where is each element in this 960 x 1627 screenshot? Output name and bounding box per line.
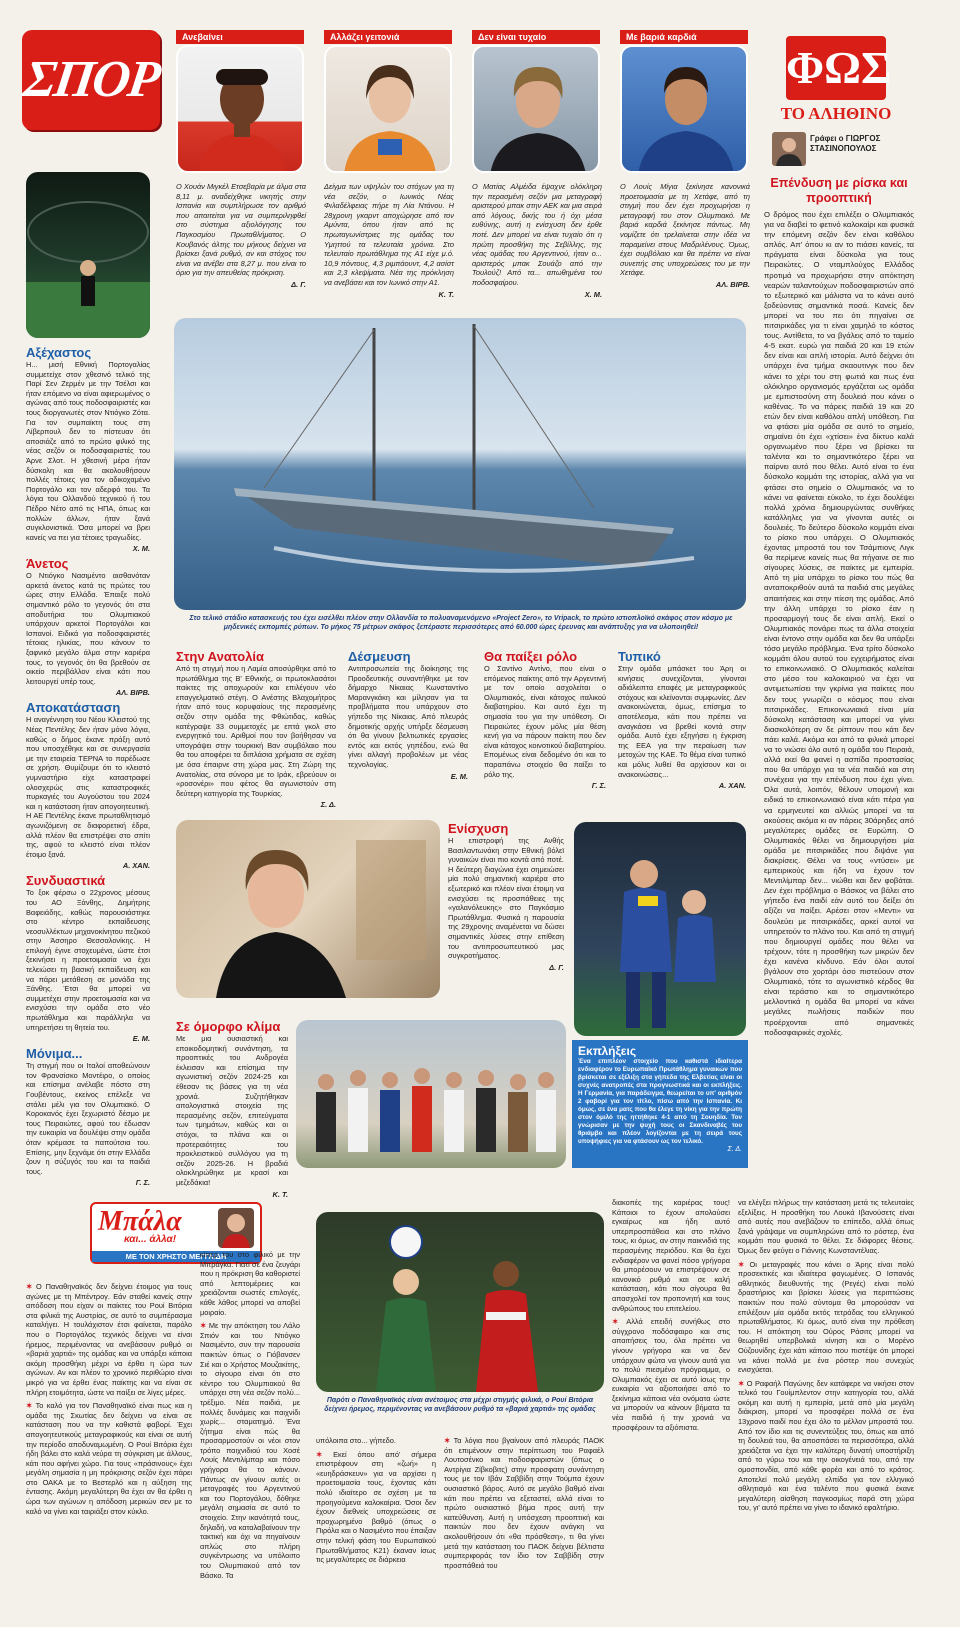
mpala-paragraph: Τα λόγια που βγαίνουν από πλευράς ΠΑΟΚ ότι επιμένουν στην περίπτωση του Ραφαέλ Λουτοσένκο και ποδοσφαιριστών (όπως ο Αντρίγια Ζίβκοβιτς) στην προσφατη συνάντηση τους με τον Ιβάν Σαββίδη στην Τούμπα έχουν ουσιαστικό βάρος. Αυτό σε μεγάλο βαθμό είναι κάτι που πρέπει να εξεταστεί, αλλά είναι το πρώτο ουσιαστικό βήμα προς αυτή την κατεύθυνση. Αυτή η υπόσχεση προοπτική και παικτών που δεν έχουν ανάγκη να ακολουθήσουν ότι «θα πρόσθεση», τι θα γίνει μετά την κατάσταση του ΠΑΟΚ δείχνει βέλτιστα συμπεριφοράς τον ίδιο τον Σαββίδη στην προσπάθειά του (444, 1436, 605, 1570)
klima-text: Με μια ουσιαστική και εποικοδομητική συνάντηση, τα προοπτικές του Ανδρογέα έκλεισαν και επίσημα την αγωνιστική σεζόν 2024-25 και έθεσαν τις βάσεις για τη νέα χρονιά. Συζητήθηκαν απολογιστικά στοιχεία της περασμένης σεζόν, επιτεύγματα των τμημάτων, καθώς και οι στόχοι, τα πλάνα και οι προτεραιότητες του προκλειστικού συλλόγου για τη σεζόν 2025-26. Η βραδιά ολοκληρώθηκε με κρασί και μεζεδάκια! (176, 1034, 288, 1187)
left-heading-2: Άνετος (26, 556, 69, 572)
left-sig-2: ΑΛ. ΒΙΡΒ. (115, 688, 150, 698)
article-signature: ΑΛ. ΒΙΡΒ. (715, 279, 750, 289)
mpala-logo-byline: ΜΕ ΤΟΝ ΧΡΗΣΤΟ ΜΕΓΓΛΙΔΗ (92, 1251, 260, 1262)
mpala-logo-main: Μπάλα (98, 1206, 182, 1237)
mpala-text (26, 1282, 192, 1397)
article-signature: Χ. Μ. (584, 289, 602, 299)
mpala-col-3a (316, 1436, 436, 1565)
mid-heading: Θα παίξει ρόλο (484, 649, 578, 664)
mpala-text (612, 1317, 730, 1432)
mpala-col-1 (26, 1282, 192, 1516)
top-article-4 (620, 182, 750, 290)
enisxysi-sig: Δ. Γ. (549, 962, 564, 972)
top-card-3 (468, 30, 604, 178)
mpala-text (26, 1401, 192, 1516)
mid-heading: Τυπικό (618, 649, 661, 664)
mid-article-3 (484, 650, 606, 790)
enisxysi-text: Η επιστροφή της Ανθής Βασιλαντωνάκη στην Εθνική βόλεϊ γυναικών είναι πιο κοντά από ποτέ. Η δεύτερη διαγώνια έχει σημειώσει μία πολύ σημαντική καριέρα στο εξωτερικό και πλέον είναι έτοιμη να ενισχύσει τις προσπάθειες της «γαλανόλευκης» στο Παγκόσμιο Πρωτάθλημα. Φυσικά η παρουσία της 29χρονης αναμένεται να δώσει σημαντικές λύσεις στην επίθεση του αντιπροσωπευτικού μας συγκροτήματος. (448, 836, 564, 961)
mpala-text (316, 1450, 436, 1565)
right-text: Ο δρόμος που έχει επιλέξει ο Ολυμπιακός για να διαβεί το φετινό καλοκαίρι και φυσικά την επόμενη σεζόν δεν είναι καθόλου απλός. Απ' όπου κι αν το πιάσει κανείς, τα πράγματα είναι δύσκολα για τους Πειραιώτες. Ο νταμπλούχος Ελλάδος προτιμά να προχωρήσει στην απόκτηση νεαρών ταλαντούχων ποδοσφαιριστών από το εξωτερικό και μάλιστα να το κάνει αυτό ξοδεύοντας σημαντικά ποσά. Κανείς δεν μπορεί να του πει ότι πηγαίνει σε πιτσιρικάδες για τι είναι χαμηλό το κόστος τους. Αντίθετα, το να βγάλεις από το ταμείο 4-5 εκατ. ευρώ για παιδιά 20 και 19 ετών δεν είναι και απλή ιστορία. Αυτό δείχνει ότι υπάρχει ένα τμήμα σκαουτινγκ που δεν κάνει το χέρι του στη φωτιά και πως ένα ολόκληρο οργανισμός εργάζεται ως ομάδα με εμπιστοσύνη στη δουλειά που κάνει ο καθένας. Το να πάρεις παιδιά 19 και 20 ετών δεν είναι καθόλου απλή υπόθεση. Για να φτάσει μία ομάδα σε αυτό το σημείο, σημαίνει ότι έχει «χτίσει» ένα δίκτυο καλά οργανωμένο που ξέρει να βρίσκει τα ταλέντα και το σημαντικότερο ξέρει να παίρνει αυτό που θέλει. Αυτό είναι το ένα δύσκολο κομμάτι της ιστορίας, αλλά για να φτάσει στο σημείο ο Ολυμπιακός να το κάνει να φαίνεται εύκολο, το έχει δουλέψει πολλά χρόνια δημιουργώντας συνθήκες κατάλληλες για να γίνονται αυτές οι δουλειές. Το δεύτερο δύσκολο κομμάτι είναι το ρίσκο που υπάρχει. Ο Ολυμπιακός έχοντας μπροστά του τον Τσάμπιονς Λιγκ θα περίμενε κανείς πως θα πήγαινε σε πιο σίγουρες λύσεις, σε παίκτες με εμπειρία. Από τη μία υπάρχει το ρίσκο του πώς θα ανταποκριθούν αυτά τα παιδιά στις μεγάλες απαιτήσεις και στην πίεση της ομάδας. Από την άλλη υπάρχει το ρίσκο έαν η προσαρμογή τους δε είναι απλή. Εκεί ο Ολυμπιακός πονάρει πως τα άλλα στοιχεία είναι έντονο στην ομάδα και δεν θα υπάρξει τόσο μεγάλο πρόβλημα. Ένα τρίτο δύσκολο κομμάτι όλου αυτού του εγχειρήματος είναι το επικοινωνιακό. Ο Ολυμπιακός καλείται στο μέσο του καλοκαιριού να έχει να αντιμετωπίσει την γκρίνια για παίκτες που δεν τους γνωρίζει ο κόσμος που είναι πιτσιρικάδες. Επικοινωνιακά είναι μία δύσκολη κατάσταση και μπορεί να γίνει διασκολότερη αν δε ρίπτουν που κάτι δεν πάει καλά. Ακόμα και από τα φιλικά μπορεί να το νιώσει όλο αυτό η ομάδα του Πειραιά, αλλά εκεί θα φανεί η ασπίδα προστασίας που θα υπάρχει για τα νέα παιδιά και στη συνέχεια για την επένδυση που έχει γίνει. Όλα αυτά, λοιπόν, θέλουν υπομονή και ειδικά το επικοινωνιακό είναι κάτι πέρα για να ερμηνευτεί και αλλιώς μπορεί να τα ακούσεις ακόμα κι αν πάρεις 30άρηδες από μεγαλύτερες ομάδες σε Ευρώπη. Ο Ολυμπιακός θέλει να δημιουργήσει μία ομάδα με πιτσιρικάδες που διψάνε για διακρίσεις. Θέλει να τους «ντύσει» με εμπειρικούς και ήδη να έχουν τον Μεντιλίμπαρ δεν... νιώθει και δεν φοβάται. Δεν έχει πρόβλημα ο Βάσκος να βάλει στο γήπεδο ένα παιδί εάν αυτό του δείξει ότι αξίζει να παίξει. Αρέσει στον «Μεντι» να δουλεύει με πιτσιρικάδες, αρκεί αυτοί να υπηρετούν το πλάνο του. Και από τη στιγμή που δημιουργεί ομάδες που θέλει να τρέχουν, τότε η προσθήκη των μικρών δεν έχει κανένα κίνδυνο. Εάν όλοι αυτοί βγάλουν στο χορτάρι όσο πιστεύουν στον Ολυμπιακό, τότε το αγωνιστικό κέρδος θα είναι τεράστιο και το σημαντικότερο μελλοντικά η ομάδα θα μπορεί να κάνει μεγάλες πωλήσεις παιδιών που προέρχονται από σημαντικές ποδοσφαιρικές σχολές. (764, 210, 914, 1037)
mid-text: Ο Σαντίνο Αντίνο, που είναι ο επόμενος παίκτης από την Αργεντινή με τον οποίο ασχολείται ο Ολυμπιακός, είναι κάτοχος ιταλικού διαβατηρίου. Και αυτό έχει τη σημασία του για την υπόθεση. Οι Πειραιώτες έχουν μόλις μία θέση κενή για να πάρουν παίκτη που δεν είναι κάτοχος κοινοτικού διαβατηρίου. Επομένως είναι δεδομένο ότι και το παραπάνω στοιχείο θα παίξει το ρόλο της. (484, 664, 606, 779)
klima-article (176, 1020, 288, 1199)
mpala-paragraph: κίπερ του στο φιλικό με την Μπράγκα. Γιατί σε ένα ζευγάρι που η πρόκριση θα καθοριστεί από λεπτομέρειες και χρειάζονται σωστές επιλογές, κάθε λάθος μπορεί να αποβεί μοιραίο. (200, 1250, 300, 1317)
right-column (764, 176, 914, 1196)
mid-sig: Α. ΧΑΝ. (718, 781, 746, 791)
mpala-text (444, 1436, 604, 1570)
klima-sig: Κ. Τ. (272, 1189, 288, 1199)
group-photo (296, 1020, 566, 1168)
enisxysi-heading: Ενίσχυση (448, 821, 509, 836)
article-signature: Κ. Τ. (438, 289, 454, 299)
mpala-logo-sub: και... άλλα! (124, 1234, 177, 1245)
article-signature: Δ. Γ. (291, 279, 306, 289)
star-icon: ✶ (316, 1449, 334, 1459)
mpala-col-3 (612, 1198, 730, 1432)
mid-sig: Ε. Μ. (450, 771, 468, 781)
top-article-3 (472, 182, 602, 299)
left-sig-3: Α. ΧΑΝ. (122, 861, 150, 871)
left-heading-4: Συνδυαστικά (26, 873, 106, 889)
star-icon: ✶ (612, 1317, 627, 1327)
mid-sig: Σ. Δ. (320, 800, 336, 810)
mpala-paragraph: Αλλά επειδή συνήθως στο σύγχρονο ποδόσφαιρο και στις απαιτήσεις του, όλα πρέπει να γίνουν γρήγορα και να δεν υπάρχουν φώτα να γίνουν αυτά για το πολύ πιεσμένο πρόγραμμα, ο Ολυμπιακός έχει σε αυτό ίσως την ευκαιρία να αξιοποιήσει από το ξεκίνημα κάποια νέα ονόματα ώστε να μπορούν να κάνουν βήματα τα νέα παιδιά ή την χρονιά να προσφέρουν τα αξιόπιστα. (612, 1317, 730, 1432)
left-sig-4: Ε. Μ. (132, 1034, 150, 1044)
mpala-paragraph: Εκεί όπου από' σήμερα επιστρέφουν στη «ζωή» η «ευηδράσκευν» για να αρχίσει η προετοιμασία τους, έχοντας κάτι πολύ ιδιαίτερο σε σχέση με τα προηγούμενα καλοκαίρια. Όσοι δεν έχουν διεθνείς υποχρεώσεις σε προχωρημένο βαθμό (όπως ο Πιρόλα και ο Νασιμέντο που έπαιξαν στην τελική φάση του Ευρωπαϊκού Πρωταθλήματος Κ21) έκαναν ίσως τις μεγαλύτερες σε διάρκεια (316, 1449, 437, 1565)
article-text: Ο Ματίας Αλμέιδα έψαχνε ολόκληρη την περασμένη σεζόν μια μεταγραφή αριστερού μπακ στην ΑΕΚ και μια σειρά από λόγους, δικής του ή όχι μέσα ευθύνης, αυτή η ενίσχυση δεν έρθε ποτέ. Δεν μπορεί να είναι τυχαίο ότι η πρώτη προσθήκη της Σεβίλλης, της νέας ομάδας του Αργεντινού, ήταν ο... αριστερός μπακ Σουάζο από την Τουλούζ! Από τα... απωθημένα του ποδοσφαίρου. (472, 182, 602, 287)
top-card-tag: Αλλάζει γειτονιά (324, 30, 452, 44)
left-heading-3: Αποκατάσταση (26, 700, 121, 716)
mpala-paragraph: να ελέγξει πλήρως την κατάσταση μετά τις τελευταίες εξελίξεις. Η προσθήκη του Λουκά Ιβανούσετς είναι από αυτές που ανεβάζουν το επίπεδο, αλλά όπως ξανά γράψαμε να συμπληρώνει από το ρόστερ, ένα κομμάτι που φυσικά το θέλει. Σε διάφορες θέσεις. Όμως δεν φεύγει ο Γιάννης Κωνσταντέλιας. (738, 1198, 914, 1255)
left-text-3: Η αναγέννηση του Νέου Κλειστού της Νέας Πεντέλης δεν ήταν μόνο λόγια, καθώς ο δήμος έκανε πράξη αυτό που υποσχέθηκε και σε συνεργασία με την εταιρεία ΤΕΡΝΑ το παρέδωσε σε χρήση. Θυμίζουμε ότι το κλειστό γυμναστήριο είχε καταστραφεί ολοσχερώς στις καταστροφικές πυρκαγιές του Αυγούστου του 2024 και η κατάσταση ήταν απογοητευτική. Η ΑΕ Πεντέλης έκανε πρωταθλητισμό αγωνιζόμενη σε διαφορετική έδρα, αλλά πλέον θα επιστρέψει στο σπίτι της, αφού το κλειστό είναι πλέον έτοιμο ξανά. (26, 715, 150, 859)
enisxysi-article (448, 822, 564, 972)
top-card-2 (320, 30, 456, 178)
ekplixeis-text: Ένα επιπλέον στοιχείο που καθιστά ιδιαίτερα ενδιαφέρον το Ευρωπαϊκό Πρωτάθλημα γυναικών που βρίσκεται σε εξέλιξη στα γήπεδα της Ελβετίας είναι οι συχνές ανατροπές στα προγνωστικά και οι εκπλήξεις. Η Γερμανία, για παράδειγμα, θεωρείται το υπ' αριθμόν 2 φαβορί για τον τίτλο, πίσω από την Ισπανία. Κι όμως, σε ένα ματς που θα έλεγε τη νίκη για την πρώτη στον όμιλό της ηττήθηκε 4-1 από τη Σουηδία. Τον γνώρισαν με την ψυχή τους οι Σκανδιναβές του θριάμβο και πλέον λογίζονται με τη σειρά τους υποψήφιες για να φτάσουν ως τον τελικό. (578, 1058, 742, 1145)
left-text-4: Το ξοκ φέρσω ο 22χρονος μέσους του ΑΟ Ξάνθης, Δημήτρης Βαφειάδης, καθώς παρουσιάστηκε στο κέντρο εκπαίδευσης νεοσυλλέκτων μηχανοκίνητου πεζικού στην Άσσηρο Θεσσαλονίκης. Η επιλογή έγινε στοχευμένα, ώστε έτσι ξεκινήσει η προετοιμασία να έχει τελειώσει τη βασική εκπαίδευση και να πάρει μετάθεση σε μονάδα της Ξάνθης. Έτσι θα μπορεί να συμμετέχει στην προετοιμασία και να ενισχύσει την ομάδα στο νέο πρωτάθλημα και παράλληλα να υπηρετήσει τη θητεία του. (26, 888, 150, 1032)
alithino-label: ΤΟ ΑΛΗΘΙΝΟ (780, 104, 892, 123)
sport-logo (20, 30, 163, 130)
mpala-paragraph: διακοπές της καριέρας τους! Κάποιοι το έχουν απολαύσει εγκαίρως και ήδη αυτό υπερπροσπάθεια και στο πλάνο τους, κι όμως, αν στην παικνιδιά της περασμένης περιόδου. Και θα έχει ενδιαφέρον να φανεί πόσο γρήγορα θα μπορέσουν να επιστρέψουν σε κανονικό ρυθμό και σε καλή κατάσταση, κάτι που σίγουρα θα απασχολεί τον προπονητή και τους ανθρώπους του επιτελείου. (612, 1198, 730, 1313)
top-article-2 (324, 182, 454, 299)
left-sig-1: Χ. Μ. (132, 544, 150, 554)
star-icon: ✶ (738, 1378, 747, 1388)
star-icon: ✶ (444, 1436, 454, 1445)
mid-article-4 (618, 650, 746, 790)
mpala-text (738, 1379, 914, 1513)
athlete-photo (620, 45, 748, 173)
left-text-2: Ο Ντιόγκο Νασιμέντο αισθανόταν αρκετά άνετος κατά τις πρώτες του ώρες στην Ελλάδα. Έπαιξε πολύ σημαντικό ρόλο το γεγονός ότι στα αποδυτήρια του Ολυμπιακού υπάρχουν αρκετοί Πορτογάλοι και Ισπανοί. Ειδικά για ποδοσφαιριστές τέτοιας ηλικίας, που κάνουν το ξαφνικό μεγάλο άλμα στην καριέρα τους, το γεγονός ότι θα βρεθούν σε οικείο περιβάλλον είναι κάτι που λειτουργεί υπέρ τους. (26, 571, 150, 686)
ekplixeis-heading: Εκπλήξεις (578, 1044, 637, 1058)
article-text: Δείγμα των υψηλών του στόχων για τη νέα σεζόν, ο Ιωνικός Νέας Φιλαδέλφειας πήρε τη Λία Ντάνου. Η 28χρονη γκαρντ αποχώρησε από τον Αμύντα, όπου ήταν από τις πρωταγωνίστριες της ομάδας του Υμηττού τα τελευταία χρόνια. Στο τελευταίο πρωτάθλημα της Α1 είχε μ.ό. 10,9 πόντους, 4,3 ριμπάουντ, 4,2 ασίστ και 2,3 κλεψίματα. Νέα της πρόκληση να ανεβάσει και τον Ιωνικό στην Α1. (324, 182, 454, 287)
mpala-paragraph: υπόλοιπα στο... γήπεδο. (316, 1436, 396, 1445)
mpala-col-5 (738, 1198, 914, 1513)
mid-heading: Δέσμευση (348, 649, 411, 664)
left-text-5: Τη στιγμή που οι Ιταλοί αποθεώνουν τον Φρανσίσκο Μοντέιρο, ο οποίος και επίσημα ανέλαβε πόστο στη Γουβέντους, εκείνος επέλεξε να στάλει μέλι για τον Ολυμπιακό. Ο Κοροκανός έχει ξεχωριστό δέσμο με τους Πειραιώτες, αφού του έδωσαν την ευκαιρία να δουλέψει στην ομάδα όταν κρέμασε τα παπούτσια του. Επίσης, μην ξεχνάμε ότι στην Ελλάδα ζουν η σύζυγός του και τα παιδιά τους. (26, 1061, 150, 1176)
left-heading-5: Μόνιμα... (26, 1046, 83, 1062)
columnist-byline: Γράφει ο ΓΙΩΡΓΟΣ ΣΤΑΣΙΝΟΠΟΥΛΟΣ (810, 134, 881, 153)
mpala-paragraph: Το καλό για τον Παναθηναϊκό είναι πως και η ομάδα της Σκωτίας δεν δείχνει να είναι σε κατάσταση που να την καθιστά φαβορί. Έχει απογοητευτικούς μεταγραφικούς και είναι σε αυτή την περίοδο αποδυναμωμένη. Ο Ρουί Βιτόρια έχει ήδη βάλει στο καλά νεύρα τη σύγκριση με άλλους, κάτι που αφήνει χώρο. Για τους «πράσινους» έχει μεγάλη σημασία η μη πρόκρισης σεζόν έχει πάρει στο ΟΑΚΑ με το Βεστερλό και η αύξηση της έντασης. Ακόμη μεγαλύτερη θα έχει αν θα έρθει η ώρα των αγώνων η απόδοση μερικών σεν με το καλό να γίνει και ταιριάξει στον κύκλο. (26, 1401, 192, 1516)
ekplixeis-box (572, 1040, 748, 1168)
top-card-tag: Ανεβαίνει (176, 30, 304, 44)
mid-text: Από τη στιγμή που η Λαμία αποσύρθηκε από το πρωτάθλημα της Β' Εθνικής, οι πρωτοκλασάτοι παίκτες της αποχωρούν και επιλέγουν νέο επαγγελματικό στέγη. Ο Ανέστης Βλαχομήτρος ήταν από τους κορυφαίους της περασμένης σεζόν στην ομάδα της Φθιώτιδας, καθώς κατέγραψε 33 συμμετοχές με επτά γκολ στο ενεργητικό του. Αριθμοί που τον βοήθησαν να υπογράψει στην τουρκική Βαν συμβόλαιο που θα του αποφέρει τα διπλάσια χρήματα σε σχέση με όσα έπαιρνε στη χώρα μας. Στη Ζώρη της Ανατολίας, στα σύνορα με το Ιράκ, εβρεύουν οι «ροσονέρι» που φέτος θα αγωνιστούν στη δεύτερη κατηγορία της Τουρκίας. (176, 664, 336, 798)
mid-text: Στην ομάδα μπάσκετ του Άρη οι κινήσεις συνεχίζονται, γίνονται αδιάλειπτα επαφές με μεταγραφικούς στόχους και κλείνονται συμφωνίες. Δεν ανακοινώνεται, όμως, επίσημα το αποτέλεσμα, κάτι που πρέπει να αναγκάσει να βρεθεί κοντά στην ομάδα. Αυτό έχει εξηγήσει η έγκριση της ΕΕΑ για την περαίωση των μετοχών της ΚΑΕ. Το θέμα είναι τυπικό και μόλις λυθεί θα αρχίσουν και οι ανακοινώσεις... (618, 664, 746, 779)
mpala-col-4 (444, 1436, 604, 1570)
sport-logo-text: ΣΠΟΡ (20, 51, 163, 108)
athlete-photo (324, 45, 452, 173)
mpala-paragraph: Με την απόκτηση του Λάλο Σπιόν και του Ντιόγκο Νασιμέντο, συν την παρουσία παικτών όπως ο Γιόβανσεν Σιέ και ο Χρήστος Μουζακίτης, το σίγουρο είναι ότι στο κέντρο του Ολυμπιακού θα υπάρχει στη νέα σεζόν πολύ... τρέξιμο. Νέα παιδιά, με πολλές δυνάμεις και παιχνίδι χωρίς... σταματημό. Ένα ζήτημα είναι πώς θα προσαρμοστούν οι νέοι στον τρόπο παιχνιδιού του Χοσέ Λουίς Μεντιλίμπαρ και πόσο γρήγορα θα το κάνουν. Πάντως αν γίνουν αυτές οι μεταγραφές του Αργεντινού και του Πορτογάλου, δόθηκε μεγάλη σημασία σε αυτό το στοιχείο. Στην ικανότητά τους, δηλαδή, να καταλαβαίνουν την τακτική και όχι να πηγαίνουν απλώς στο πλήρη συγκέντρωσης να υπόλοιπο του Ολυμπιακού από τον Βάσκο. Τα (200, 1321, 301, 1580)
stadium-photo (26, 172, 150, 338)
left-text-1: Η... μισή Εθνική Πορτογαλίας συμμετείχε στον χθεσινό τελικό της Παρί Σεν Ζερμέν με την Τσέλσι και ήταν επόμενο να είναι αφιερωμένος ο αγώνας από τους ποδοσφαιριστές και τους διοργανωτές στον Ντιόγκο Ζότα. Για τον συμπαίκτη τους στη Λίβερπουλ δεν το πίστευαν ότι αποσιάζε από το πρώτο φιλικό της νέας σεζόν οι ποδοσφαιριστές του Άρνε Σλοτ. Η χθεσινή μέρα ήταν δύσκολη και θα ακολουθήσουν πολλές τέτοιες για τον αδικοχαμένο Πορτογάλο και τον αδερφό του. Τα λόγια του Ολλανδού τεχνικού ή του Πέδρο Νέτο από τις ΗΠΑ, όπως και πολλών άλλων, ήταν ξανά συγκλονιστικά. Όσα μπορεί να βρει κανείς να πει για τέτοιες τραγωδίες. (26, 360, 150, 542)
right-heading: Επένδυση με ρίσκα και προοπτική (770, 176, 908, 205)
mid-heading: Στην Ανατολία (176, 649, 265, 664)
top-card-4 (616, 30, 752, 178)
yacht-photo (174, 318, 746, 610)
panathinaikos-match-photo (316, 1212, 604, 1392)
fos-logo (786, 36, 892, 100)
left-heading-1: Αξέχαστος (26, 345, 92, 360)
coach-photo (472, 45, 600, 173)
left-column (26, 346, 150, 1187)
article-text: Ο Λουίς Μίγια ξεκίνησε κανονικά προετοιμασία με τη Χετάφε, από τη στιγμή που δεν έχει προχωρήσει η μεταγραφή του στον Ολυμπιακό. Με βαριά καρδιά ξεκίνησε πάντως. Μη νομίζετε ότι τρελαίνεται στην ιδέα να παραμείνει στους Μαδριλένους. Όμως, έχει συμβόλαιο και θα πρέπει να είναι συνεπής στις υποχρεώσεις του με την Χετάφε. (620, 182, 750, 278)
mpala-paragraph: Ο Παναθηναϊκός δεν δείχνει έτοιμος για τους αγώνες με τη Μπέντρογ. Εάν σταθεί κανείς στην απόδοση που είχαν οι παίκτες του Ρουί Βιτόρια στα φιλικά της Αυστρίας, σε αυτό το συμπέρασμα καταλήγει. Η τουλάχιστον έτσι φαίνεται, παρόλο που ο Πορτογάλος τεχνικός δείχνει να είναι ήρεμος, περιμένοντας να ανεβάσουν ρυθμό οι «βαριά χαρτιά» της ομάδας και να υπάρξει κάποια ακόμη προσθήκη μέχρι να έρθει η ώρα των αγώνων. Αν και πλέον το χρονικό περιθώριο είναι μικρό για να έρθει ένας παίκτης και να είναι σε πλήρη ετοιμότητα, ώστε να παίξει σε λίγες μέρες. (26, 1282, 193, 1397)
star-icon: ✶ (738, 1259, 750, 1269)
top-article-1 (176, 182, 306, 290)
star-icon: ✶ (26, 1282, 37, 1291)
athlete-photo (176, 45, 304, 173)
top-card-tag: Με βαριά καρδιά (620, 30, 748, 44)
ekplixeis-sig: Σ. Δ. (727, 1146, 742, 1153)
article-text: Ο Χουάν Μιγκέλ Ετσεβαρία με άλμα στα 8,11 μ. αναδείχθηκε νικητής στην Ισπανία και συμπλήρωσε τον αριθμό που απαιτείται για να συμπεριληφθεί στο σύστημα αξιολόγησης του Παγκοσμίου Πρωταθλήματος. Ο Κουβανός άλτης του μήκους δείχνει να βρίσκει ξανά ρυθμό, αν και στόχος του είναι να ανέβει στα 8,27 μ. που είναι το όριο για την απευθείας πρόκριση. (176, 182, 306, 278)
mid-article-2 (348, 650, 468, 781)
mpala-text (738, 1260, 914, 1375)
mid-sig: Γ. Σ. (591, 781, 606, 791)
fos-logo-text: ΦΩΣ (786, 42, 892, 93)
volleyball-player-photo (176, 820, 440, 998)
top-card-tag: Δεν είναι τυχαίο (472, 30, 600, 44)
top-card-1 (172, 30, 308, 178)
klima-heading: Σε όμορφο κλίμα (176, 1019, 281, 1034)
columnist-avatar (772, 132, 806, 166)
womens-football-photo (574, 822, 746, 1036)
yacht-caption: Στο τελικό στάδιο κατασκευής του έχει εισέλθει πλέον στην Ολλανδία το πολυαναμενόμενο «Project Zero», το Vripack, το πρώτο ιστιοπλοϊκό σκάφος στον κόσμο με μηδενικές εκπομπές ρύπων. Το μήκος 75 μέτρων σκάφος ξεπέραστε περισσότερες από 60.000 ώρες έρευνας και ανάπτυξης για να υλοποιηθεί! (189, 615, 733, 631)
star-icon: ✶ (200, 1321, 209, 1331)
mid-text: Αντιπροσωπεία της διοίκησης της Προοδευτικής συναντήθηκε με τον δήμαρχο Νίκαιας Κωνσταντίνο Μαρανγκάκη και μίλησαν για τα προβλήματα που υπάρχουν στο γήπεδο της Νίκαιας. Από πλευράς δημοτικής αρχής υπήρξε δέσμευση ότι θα γίνουν βελτιωτικές εργασίες εντός και εκτός γηπέδου, ενώ θα γίνει αλλαγή προβολέων με νέας τεχνολογίας. (348, 664, 468, 769)
mid-article-1 (176, 650, 336, 809)
star-icon: ✶ (26, 1401, 36, 1411)
mpala-avatar (218, 1208, 254, 1248)
mpala-photo-caption: Παρότι ο Παναθηναϊκός είναι ανέτοιμος στα μέχρι στιγμής φιλικά, ο Ρουί Βιτόρια δείχνει ήρεμος, περιμένοντας να ανεβάσουν ρυθμό τα «βαριά χαρτιά» της ομάδας (324, 1397, 596, 1413)
mpala-text (200, 1321, 300, 1580)
mpala-paragraph: Οι μεταγραφές που κάνει ο Άρης είναι πολύ προσεκτικές και ιδιαίτερα φαγωμένες. Ο Ισπανός αθλητικός διευθυντής της (Ρεγές) είναι πολύ δραστήριος και βρίσκει λύσεις για περιπτώσεις παικτών που πολύ σύντομα θα μπορούσαν να επιλέξουν μία ομάδα εκτός τετράδας του ελληνικού πρωταθλήματος. Κι όμως, αυτό είναι την πρόθεση του. Η απόκτηση του Ούρος Ράσιτς μπορεί να θεωρηθεί υπερβολικά κίνηση και ο Μορένο Ούζουνίδης έχει κάτι κάποιο που πιστέψε ότι μπορεί να κάνει πολλά με ένα ρόστερ που συνεχώς ενισχύεται. (738, 1259, 914, 1375)
mpala-col-2 (200, 1250, 300, 1580)
left-sig-5: Γ. Σ. (135, 1178, 150, 1188)
mpala-paragraph: Ο Ραφαήλ Παγώνης δεν κατάφερε να νικήσει στον τελικό του Γουίμπλεντον στην κατηγορία του, αλλά οκόμη και αυτή η εμπειρία, μετά από μία μεγάλη διάκριση, μπορεί να προσφέρει πολλά σε ένα 13χρονο παιδί που έχει όλο το μέλλον μπροστά του. Από τον ίδιο και τις συνεντεύξεις του, όπως και από τη δουλειά του, θα αποσπάσει τα περισσότερα, αλλά χρειάζεται να έχει την καλύτερη δυνατή υποστήριξη από το γύρω του και την οικογένειά του, από την ομοσπονδία, από κάθε φορέα και από το κράτος. Αποτελεί πολύ μεγάλη ελπίδα για τον ελληνικό αθλητισμό και ένα ταλέντο που φυσικά έκανε μεγαλύτερη αίσθηση παγκοσμίως παρά στη χώρα του, γι' αυτό πρέπει να γίνει το ιδανικό εφαλτήριο. (738, 1378, 914, 1513)
